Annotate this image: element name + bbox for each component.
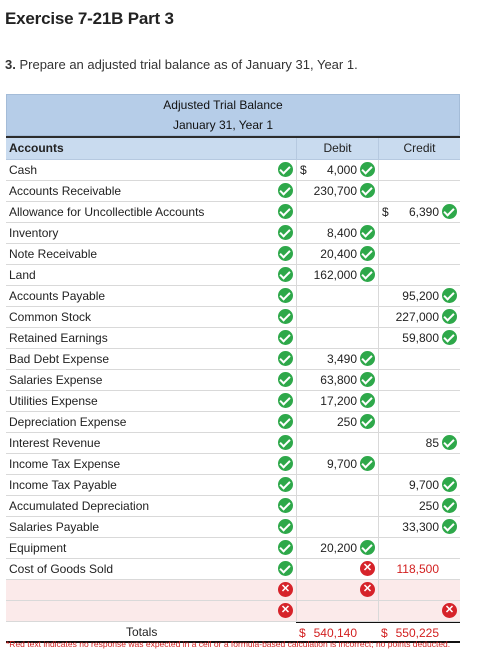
instruction xyxy=(5,57,358,72)
table-header-date: January 31, Year 1 xyxy=(6,115,460,136)
table-row xyxy=(6,370,460,391)
table-row xyxy=(6,517,460,538)
credit-input[interactable] xyxy=(378,391,460,411)
correct-check-icon xyxy=(278,498,293,513)
totals-debit-value: 540,140 xyxy=(313,626,357,640)
credit-input[interactable] xyxy=(378,307,460,327)
correct-check-icon xyxy=(360,351,375,366)
credit-value: 85 xyxy=(425,436,439,450)
account-name: Salaries Payable xyxy=(9,520,100,534)
debit-input[interactable] xyxy=(296,538,378,558)
debit-value: 17,200 xyxy=(320,394,357,408)
credit-value: 95,200 xyxy=(402,289,439,303)
correct-check-icon xyxy=(442,477,457,492)
debit-value: 4,000 xyxy=(326,163,357,177)
correct-check-icon xyxy=(278,183,293,198)
debit-value: 20,400 xyxy=(320,247,357,261)
account-name: Note Receivable xyxy=(9,247,98,261)
debit-value: 63,800 xyxy=(320,373,357,387)
correct-check-icon xyxy=(442,519,457,534)
correct-check-icon xyxy=(442,435,457,450)
correct-check-icon xyxy=(360,372,375,387)
account-cell[interactable] xyxy=(6,454,296,474)
correct-check-icon xyxy=(360,393,375,408)
correct-check-icon xyxy=(278,246,293,261)
totals-credit-value: 550,225 xyxy=(395,626,439,640)
table-row xyxy=(6,433,460,454)
account-name: Cash xyxy=(9,163,38,177)
account-name: Accumulated Depreciation xyxy=(9,499,150,513)
correct-check-icon xyxy=(278,372,293,387)
credit-value: 9,700 xyxy=(408,478,439,492)
debit-input[interactable] xyxy=(296,475,378,495)
debit-value: 20,200 xyxy=(320,541,357,555)
account-cell[interactable] xyxy=(6,496,296,516)
credit-value: 227,000 xyxy=(395,310,439,324)
debit-dollar: $ xyxy=(300,163,307,177)
incorrect-icon: ✕ xyxy=(360,561,375,576)
account-cell[interactable] xyxy=(6,391,296,411)
table-header-title: Adjusted Trial Balance xyxy=(6,94,460,115)
correct-check-icon xyxy=(442,309,457,324)
account-cell[interactable] xyxy=(6,160,296,180)
correct-check-icon xyxy=(278,267,293,282)
debit-value: 250 xyxy=(336,415,357,429)
table-row xyxy=(6,496,460,517)
correct-check-icon xyxy=(442,288,457,303)
table-row xyxy=(6,223,460,244)
table-row xyxy=(6,181,460,202)
credit-input[interactable] xyxy=(378,181,460,201)
adjusted-trial-balance-table xyxy=(6,94,460,643)
correct-check-icon xyxy=(278,351,293,366)
account-cell[interactable] xyxy=(6,202,296,222)
credit-input[interactable] xyxy=(378,349,460,369)
table-row xyxy=(6,601,460,622)
debit-input[interactable] xyxy=(296,370,378,390)
debit-value: 162,000 xyxy=(313,268,357,282)
credit-input[interactable] xyxy=(378,244,460,264)
correct-check-icon xyxy=(442,204,457,219)
debit-value: 8,400 xyxy=(326,226,357,240)
debit-input[interactable] xyxy=(296,244,378,264)
table-row xyxy=(6,328,460,349)
column-header-row xyxy=(6,136,460,160)
account-name: Retained Earnings xyxy=(9,331,108,345)
correct-check-icon xyxy=(278,225,293,240)
incorrect-icon: ✕ xyxy=(442,603,457,618)
credit-input[interactable] xyxy=(378,601,460,621)
credit-value: 118,500 xyxy=(396,562,439,576)
instruction-text: Prepare an adjusted trial balance as of January 31, Year 1. xyxy=(19,57,358,72)
debit-input[interactable] xyxy=(296,496,378,516)
account-cell[interactable] xyxy=(6,538,296,558)
account-cell[interactable] xyxy=(6,370,296,390)
table-row xyxy=(6,454,460,475)
credit-input[interactable] xyxy=(378,328,460,348)
debit-input[interactable] xyxy=(296,433,378,453)
correct-check-icon xyxy=(360,162,375,177)
account-name: Income Tax Expense xyxy=(9,457,121,471)
table-row xyxy=(6,475,460,496)
credit-input[interactable] xyxy=(378,559,460,579)
credit-input[interactable] xyxy=(378,286,460,306)
debit-input[interactable] xyxy=(296,454,378,474)
debit-input[interactable] xyxy=(296,202,378,222)
debit-input[interactable] xyxy=(296,580,378,600)
credit-value: 250 xyxy=(418,499,439,513)
credit-input[interactable] xyxy=(378,538,460,558)
credit-input[interactable] xyxy=(378,454,460,474)
account-name: Income Tax Payable xyxy=(9,478,117,492)
account-name: Inventory xyxy=(9,226,59,240)
correct-check-icon xyxy=(360,540,375,555)
credit-input[interactable] xyxy=(378,370,460,390)
credit-input[interactable] xyxy=(378,475,460,495)
debit-input[interactable] xyxy=(296,412,378,432)
correct-check-icon xyxy=(278,288,293,303)
table-row xyxy=(6,265,460,286)
account-name: Depreciation Expense xyxy=(9,415,127,429)
correct-check-icon xyxy=(278,162,293,177)
correct-check-icon xyxy=(360,183,375,198)
table-row xyxy=(6,286,460,307)
correct-check-icon xyxy=(360,414,375,429)
account-name: Bad Debt Expense xyxy=(9,352,110,366)
account-name: Salaries Expense xyxy=(9,373,103,387)
account-name: Utilities Expense xyxy=(9,394,98,408)
correct-check-icon xyxy=(278,204,293,219)
correct-check-icon xyxy=(278,561,293,576)
correct-check-icon xyxy=(278,456,293,471)
account-cell[interactable] xyxy=(6,475,296,495)
account-cell[interactable] xyxy=(6,181,296,201)
table-row xyxy=(6,160,460,181)
correct-check-icon xyxy=(278,477,293,492)
credit-input[interactable] xyxy=(378,433,460,453)
account-cell[interactable] xyxy=(6,265,296,285)
incorrect-icon: ✕ xyxy=(278,582,293,597)
incorrect-icon: ✕ xyxy=(278,603,293,618)
correct-check-icon xyxy=(442,498,457,513)
account-name: Cost of Goods Sold xyxy=(9,562,114,576)
correct-check-icon xyxy=(278,330,293,345)
debit-input[interactable] xyxy=(296,559,378,579)
debit-input[interactable] xyxy=(296,517,378,537)
account-name: Accounts Payable xyxy=(9,289,106,303)
table-row xyxy=(6,538,460,559)
account-name: Accounts Receivable xyxy=(9,184,122,198)
credit-input[interactable] xyxy=(378,265,460,285)
table-row xyxy=(6,391,460,412)
credit-input[interactable] xyxy=(378,517,460,537)
account-cell[interactable] xyxy=(6,286,296,306)
column-header-credit: Credit xyxy=(378,138,460,159)
correct-check-icon xyxy=(278,309,293,324)
table-row xyxy=(6,412,460,433)
account-cell[interactable] xyxy=(6,580,296,600)
account-cell[interactable] xyxy=(6,559,296,579)
debit-input[interactable] xyxy=(296,286,378,306)
account-name: Interest Revenue xyxy=(9,436,101,450)
debit-value: 9,700 xyxy=(326,457,357,471)
correct-check-icon xyxy=(360,267,375,282)
account-cell[interactable] xyxy=(6,328,296,348)
account-name: Equipment xyxy=(9,541,67,555)
table-row xyxy=(6,349,460,370)
totals-credit-dollar: $ xyxy=(381,626,388,640)
account-name: Land xyxy=(9,268,36,282)
correct-check-icon xyxy=(360,456,375,471)
debit-input[interactable] xyxy=(296,160,378,180)
account-cell[interactable] xyxy=(6,223,296,243)
table-row xyxy=(6,580,460,601)
credit-input[interactable] xyxy=(378,223,460,243)
credit-input[interactable] xyxy=(378,412,460,432)
totals-debit-dollar: $ xyxy=(299,626,306,640)
table-row xyxy=(6,202,460,223)
column-header-accounts: Accounts xyxy=(9,141,64,155)
debit-input[interactable] xyxy=(296,328,378,348)
account-cell[interactable] xyxy=(6,307,296,327)
page-title: Exercise 7-21B Part 3 xyxy=(5,9,174,28)
credit-value: 33,300 xyxy=(402,520,439,534)
incorrect-icon: ✕ xyxy=(360,582,375,597)
credit-input[interactable] xyxy=(378,160,460,180)
account-cell[interactable] xyxy=(6,349,296,369)
debit-input[interactable] xyxy=(296,601,378,621)
debit-input[interactable] xyxy=(296,181,378,201)
correct-check-icon xyxy=(360,225,375,240)
credit-dollar: $ xyxy=(382,205,389,219)
debit-input[interactable] xyxy=(296,307,378,327)
account-name: Allowance for Uncollectible Accounts xyxy=(9,205,205,219)
table-row xyxy=(6,244,460,265)
account-cell[interactable] xyxy=(6,433,296,453)
table-row xyxy=(6,559,460,580)
account-cell[interactable] xyxy=(6,244,296,264)
correct-check-icon xyxy=(360,246,375,261)
table-body xyxy=(6,160,460,622)
footnote: *Red text indicates no response was expected in a cell or a formula-based calculation is incorrect; no points deducted. xyxy=(6,639,451,649)
credit-input[interactable] xyxy=(378,496,460,516)
instruction-number: 3. xyxy=(5,57,16,72)
column-header-debit: Debit xyxy=(296,138,378,159)
debit-input[interactable] xyxy=(296,223,378,243)
debit-input[interactable] xyxy=(296,391,378,411)
correct-check-icon xyxy=(278,393,293,408)
table-row xyxy=(6,307,460,328)
correct-check-icon xyxy=(442,330,457,345)
debit-input[interactable] xyxy=(296,265,378,285)
credit-input[interactable] xyxy=(378,202,460,222)
credit-value: 59,800 xyxy=(402,331,439,345)
totals-label: Totals xyxy=(126,625,158,639)
correct-check-icon xyxy=(278,519,293,534)
credit-input[interactable] xyxy=(378,580,460,600)
account-cell[interactable] xyxy=(6,517,296,537)
account-name: Common Stock xyxy=(9,310,92,324)
debit-value: 3,490 xyxy=(326,352,357,366)
account-cell[interactable] xyxy=(6,601,296,621)
debit-value: 230,700 xyxy=(313,184,357,198)
debit-input[interactable] xyxy=(296,349,378,369)
account-cell[interactable] xyxy=(6,412,296,432)
correct-check-icon xyxy=(278,414,293,429)
correct-check-icon xyxy=(278,540,293,555)
credit-value: 6,390 xyxy=(408,205,439,219)
correct-check-icon xyxy=(278,435,293,450)
